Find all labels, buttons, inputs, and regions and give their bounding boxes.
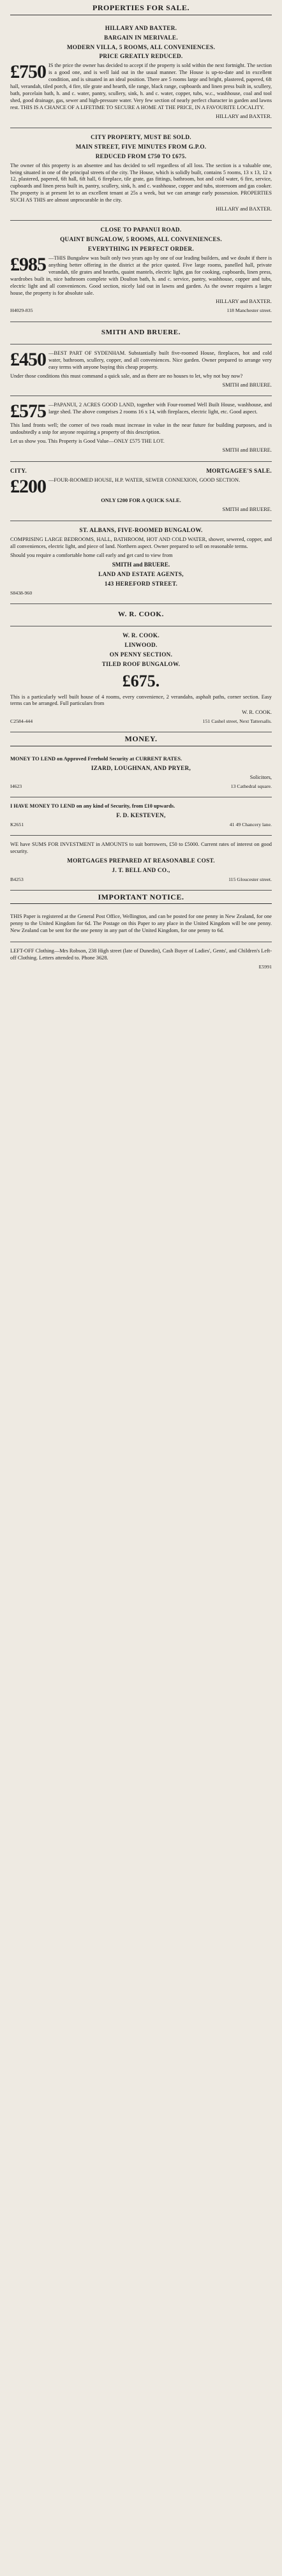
ad-body <box>10 63 272 111</box>
ad-headline: BARGAIN IN MERIVALE. <box>104 34 178 41</box>
ad-address: 151 Cashel street, Next Tattersalls. <box>202 718 272 725</box>
ad-text: I HAVE MONEY TO LEND on any kind of Security, from £10 upwards. <box>10 803 175 809</box>
ad-money-kesteven <box>10 797 272 836</box>
ad-reference: H4029-835 <box>10 307 33 314</box>
ad-body <box>10 402 272 420</box>
ad-signoff: SMITH and BRUERE. <box>222 381 272 388</box>
ad-signoff: SMITH and BRUERE. <box>222 447 272 454</box>
ad-price: £985 <box>10 253 46 275</box>
ad-text: THIS Paper is registered at the General Post Office, Wellington, and can be posted for one penny in New Zealand, for one penny to the United Kingdom for 6d. The Postage on this Paper to any place in the United Kingdom will be one penny. New Zealand can be sent for the one penny in any part of the United Kingdom, for one penny to 6d. <box>10 914 272 934</box>
ad-headline: MORTGAGEE'S SALE. <box>206 468 272 475</box>
ad-text: LEFT-OFF Clothing—Mrs Robson, 238 High street (late of Dunedin), Cash Buyer of Ladies', Gents', and Children's Left-off Clothing. Letters attended to. Phone 3628. <box>10 948 272 961</box>
ad-signoff: HILLARY and BAXTER. <box>216 113 272 119</box>
ad-smith-bruere-firm <box>10 322 272 344</box>
ad-cook-linwood <box>10 626 272 733</box>
firm-name: F. D. KESTEVEN, <box>116 811 166 818</box>
ad-tagline: LAND AND ESTATE AGENTS, <box>98 570 184 577</box>
ad-text: —FOUR-ROOMED HOUSE, H.P. WATER, SEWER CONNEXION, GOOD SECTION. <box>48 477 241 484</box>
ad-headline: CITY. <box>10 468 27 475</box>
ad-address: 41 49 Chancery lane. <box>229 821 272 827</box>
ad-reference: E5991 <box>258 964 272 970</box>
ad-body <box>10 477 272 496</box>
ad-text: —PAPANUI, 2 ACRES GOOD LAND, together with Four-roomed Well Built House, washhouse, and large shed. The above comprises 2 rooms 16 x 14, with fireplaces, electric light, etc. Good aspect. <box>48 402 272 415</box>
ad-headline: CLOSE TO PAPANUI ROAD. <box>100 226 182 233</box>
firm-name: W. R. COOK. <box>122 632 160 639</box>
ad-address: 118 Manchester street. <box>226 307 272 314</box>
ad-footer <box>10 307 272 314</box>
ad-text: Should you require a comfortable home call early and get card to view from <box>10 552 173 558</box>
ad-address: 115 Gloucester street. <box>228 876 272 882</box>
ad-price: £200 <box>10 476 46 498</box>
ad-text: This is a particularly well built house of 4 rooms, every convenience, 2 verandahs, asphalt paths, corner section. Easy terms can be arranged. Full particulars from <box>10 693 272 707</box>
ad-subheadline: MAIN STREET, FIVE MINUTES FROM G.P.O. <box>75 143 207 150</box>
ad-price: £450 <box>10 348 46 370</box>
ad-text: MONEY TO LEND on Approved Freehold Security at CURRENT RATES. <box>10 756 182 762</box>
firm-name: HILLARY AND BAXTER. <box>105 24 177 31</box>
ad-price: £575 <box>10 401 46 422</box>
ad-subheadline: ON PENNY SECTION. <box>109 651 173 658</box>
ad-left-off-clothing <box>10 942 272 977</box>
ad-address: 13 Cathedral square. <box>230 783 272 789</box>
ad-headline: MORTGAGES PREPARED AT REASONABLE COST. <box>67 857 215 864</box>
ad-text: —THIS Bungalow was built only two years ago by one of our leading builders, and we doubt if there is anything better offering in the district at the price quoted. Five large rooms, panelled hall, private verandah, tile grates and hearths, quaint mantels, electric light, gas for cooking, cupboards, linen press, wardrobes built in, nice bathroom complete with Doulton bath, h. and c. service, pantry, washhouse, copper and tubs, electric light and all conveniences. Good section, nicely laid out in lawns and garden. As the owner requires a larger house, the property is for absolute sale. <box>10 255 272 296</box>
ad-address: 143 HEREFORD STREET. <box>104 580 178 587</box>
ad-text: COMPRISING LARGE BEDROOMS, HALL, BATHROOM, HOT AND COLD WATER, shower, sewered, copper, and all conveniences, electric light, and piece of land. Northern aspect. Owner prepared to sell on reasonable terms. <box>10 536 272 549</box>
ad-hillary-merivale <box>10 19 272 128</box>
ad-money-bell <box>10 836 272 891</box>
ad-signoff: HILLARY and BAXTER. <box>216 299 272 305</box>
ad-text: —BEST PART OF SYDENHAM. Substantially built five-roomed House, fireplaces, hot and cold water, bathroom, scullery, copper, and all conveniences. Nice garden. Owner prepared to arrange very easy terms with anyone buying this cheap property. <box>48 350 272 370</box>
ad-body <box>10 350 272 371</box>
ad-body <box>10 255 272 297</box>
ad-signoff: SMITH and BRUERE. <box>222 507 272 512</box>
ad-signoff: SMITH and BRUERE. <box>112 561 170 568</box>
ad-price: £675. <box>122 671 160 690</box>
ad-smith-sydenham <box>10 344 272 397</box>
ad-money-izard <box>10 750 272 797</box>
money-section-heading: MONEY. <box>10 732 272 746</box>
ad-smith-papanui <box>10 396 272 462</box>
ad-hillary-papanui <box>10 221 272 322</box>
ad-signoff: HILLARY and BAXTER. <box>216 206 272 212</box>
ad-smith-mortgagee <box>10 462 272 521</box>
ad-text: Under those conditions this must command a quick sale, and as there are no houses to let, why not buy now? <box>10 373 243 379</box>
ad-subheadline: TILED ROOF BUNGALOW. <box>101 660 181 667</box>
ad-text: IS the price the owner has decided to accept if the property is sold within the next fortnight. The section is a good one, and is well laid out in the usual manner. The House is up-to-date and in excellent condition, and is situated in an ideal position. There are 5 rooms large and bright, plastered, papered, 6ft hall, verandah, tiled porch, 4 fire, tile grate and hearth, tile range, black range, cupboards and linen press built in, scullery, bath, porcelain bath, h. and c. water, pantry, scullery, sink, h. and c. water, copper, tubs, w.c., washhouse, coal and tool shed, good drainage, gas, sewer and high-pressure water. Very few section of nearly perfect character in garden and lawns rest. THIS IS A CHANCE OF A LIFETIME TO SECURE A HOME AT THE PRICE, IN A FAVOURITE LOCALITY. <box>10 63 272 110</box>
firm-name: J. T. BELL AND CO., <box>112 866 170 873</box>
ad-subheadline: MODERN VILLA, 5 ROOMS, ALL CONVENIENCES. <box>66 43 216 50</box>
ad-headline: CITY PROPERTY, MUST BE SOLD. <box>91 133 191 140</box>
ad-footer <box>10 822 272 828</box>
ad-text: ONLY £200 FOR A QUICK SALE. <box>101 498 181 504</box>
ad-signoff: W. R. COOK. <box>242 709 272 716</box>
ad-reference: B4253 <box>10 876 24 882</box>
ad-important-notice <box>10 908 272 942</box>
ad-smith-st-albans <box>10 521 272 604</box>
ad-headline: LINWOOD. <box>124 641 158 648</box>
page <box>10 0 272 981</box>
ad-reference: C2584-444 <box>10 718 33 725</box>
ad-footer <box>10 783 272 790</box>
ad-footer <box>10 718 272 725</box>
ad-subheadline: EVERYTHING IN PERFECT ORDER. <box>87 246 195 252</box>
ad-text: Let us show you. This Property is Good Value—ONLY £575 THE LOT. <box>10 438 165 445</box>
section-heading: PROPERTIES FOR SALE. <box>10 1 272 15</box>
ad-cook-firm <box>10 604 272 626</box>
firm-name: SMITH AND BRUERE. <box>101 328 181 336</box>
firm-role: Solicitors, <box>249 774 272 780</box>
ad-headline: ST. ALBANS, FIVE-ROOMED BUNGALOW. <box>79 526 203 533</box>
notice-section-heading: IMPORTANT NOTICE. <box>10 891 272 905</box>
ad-subheadline: REDUCED FROM £750 TO £675. <box>95 152 187 159</box>
ad-footer <box>10 877 272 883</box>
ad-text: The owner of this property is an absentee and has decided to sell regardless of all loss. The section is a valuable one, being situated in one of the principal streets of the city. The House, which is solidly built, contains 5 rooms, 13 x 13, 12 x 12, plastered, papered, 6ft hall, 6ft hall, 6 fireplace, tile grate, gas fittings, bathroom, hot and cold water, 6 fire, service, cupboards and linen press built in, pantry, scullery, sink, h. and c. washhouse, copper and tubs, storeroom and gas cooker. The property is at present let to an excellent tenant at 25s a week, but we can arrange early possession. PROPERTIES SUCH AS THIS are almost unprocurable in the city. <box>10 162 272 204</box>
ad-text: WE have SUMS FOR INVESTMENT in AMOUNTS to suit borrowers, £50 to £5000. Current rates of interest on good security. <box>10 841 272 854</box>
ad-header-row <box>10 468 272 475</box>
ad-subheadline: PRICE GREATLY REDUCED. <box>99 53 183 60</box>
firm-name: W. R. COOK. <box>118 610 164 618</box>
ad-reference: S8438-960 <box>10 589 33 596</box>
ad-reference: I4623 <box>10 783 22 789</box>
ad-price: £750 <box>10 61 46 83</box>
ad-reference: K2651 <box>10 821 24 827</box>
ad-text: This land fronts well; the corner of two roads must increase in value in the near future for building purposes, and is undoubtedly a snip for anyone requiring a property of this description. <box>10 422 272 436</box>
firm-name: IZARD, LOUGHNAN, AND PRYER, <box>91 764 191 771</box>
ad-subheadline: QUAINT BUNGALOW, 5 ROOMS, ALL CONVENIENCES. <box>60 236 222 243</box>
ad-hillary-city <box>10 128 272 221</box>
